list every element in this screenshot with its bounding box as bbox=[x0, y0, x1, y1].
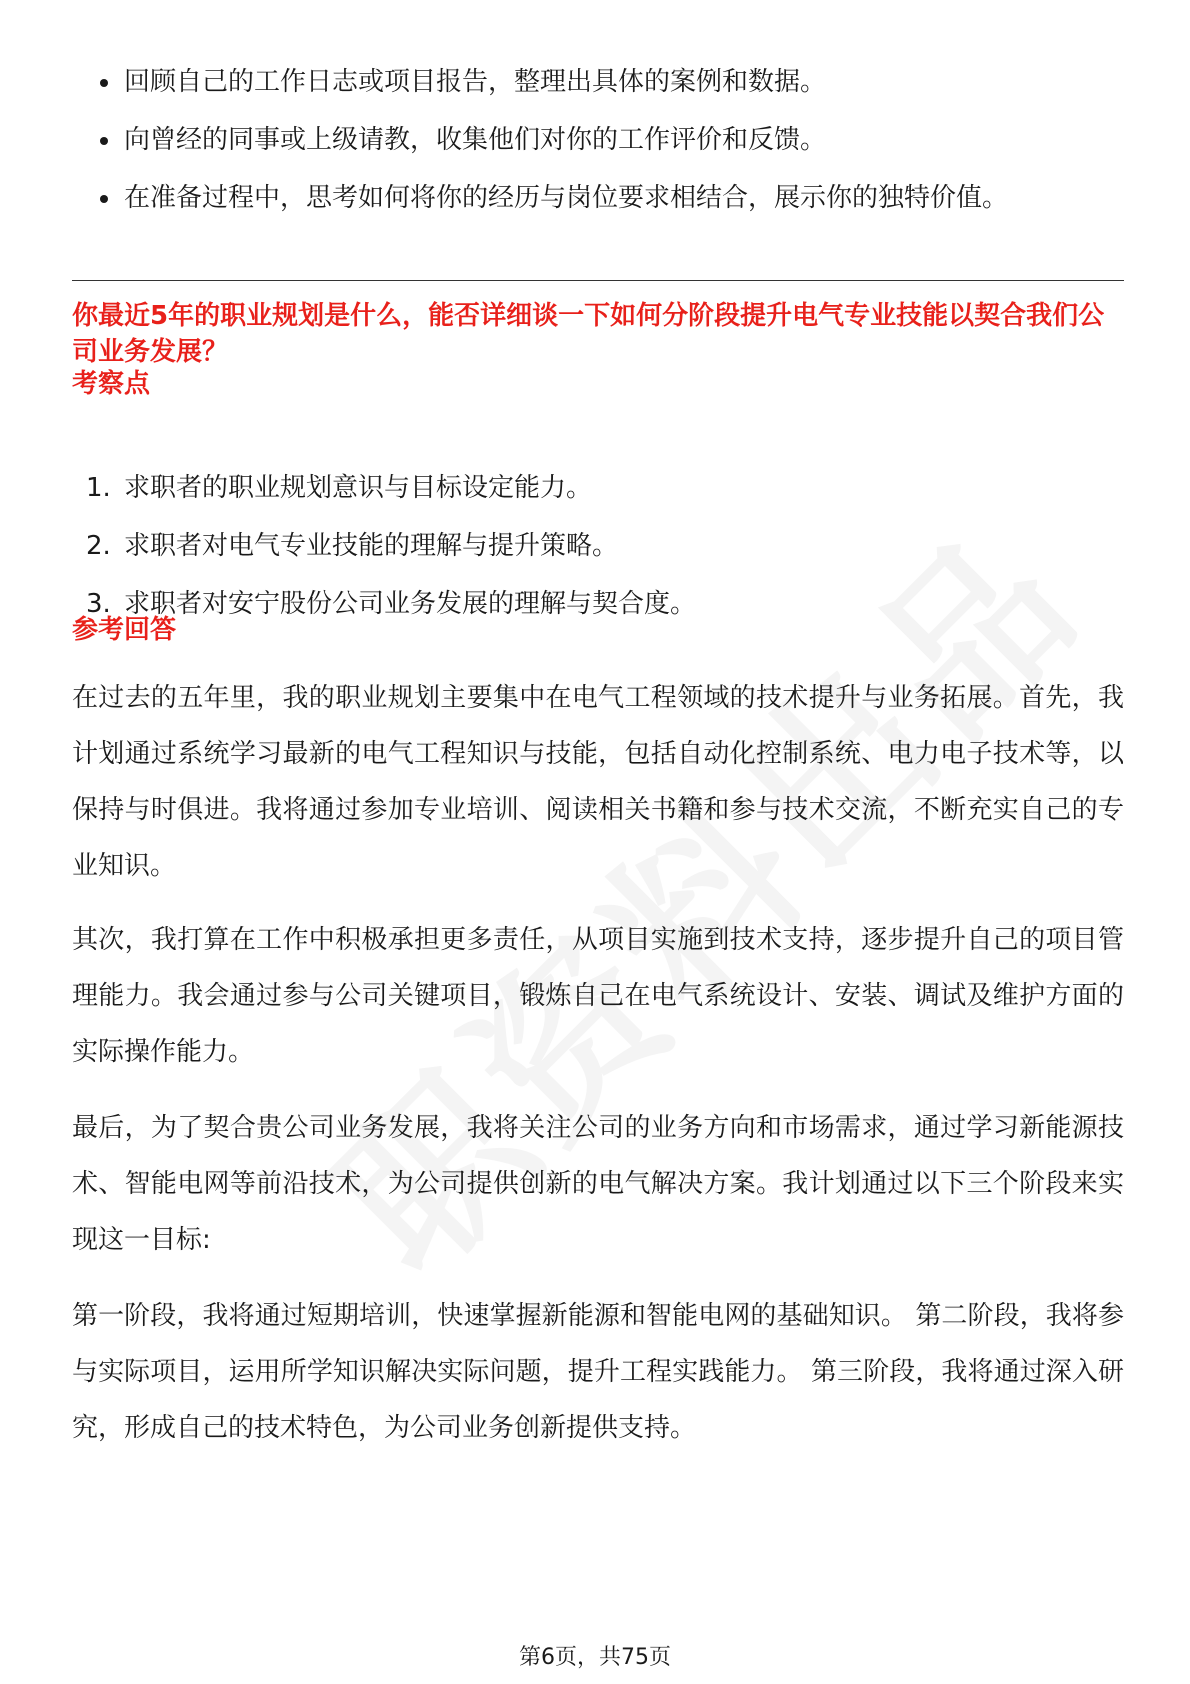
answer-paragraph: 在过去的五年里，我的职业规划主要集中在电气工程领域的技术提升与业务拓展。首先，我计划通过系统学习最新的电气工程知识与技能，包括自动化控制系统、电力电子技术等，以保持与时俱进。我将通过参加专业培训、阅读相关书籍和参与技术交流，不断充实自己的专业知识。 bbox=[72, 683, 1124, 881]
answer-paragraph: 第一阶段，我将通过短期培训，快速掌握新能源和智能电网的基础知识。 第二阶段，我将参与实际项目，运用所学知识解决实际问题，提升工程实践能力。 第三阶段，我将通过深入研究，形成自己的技术特色，为公司业务创新提供支持。 bbox=[72, 1301, 1124, 1443]
tips-list bbox=[72, 62, 1008, 236]
question-heading: 你最近5年的职业规划是什么，能否详细谈一下如何分阶段提升电气专业技能以契合我们公司业务发展？ bbox=[72, 301, 1105, 367]
item-number: 3. bbox=[86, 589, 111, 619]
answer-paragraph: 最后，为了契合贵公司业务发展，我将关注公司的业务方向和市场需求，通过学习新能源技术、智能电网等前沿技术，为公司提供创新的电气解决方案。我计划通过以下三个阶段来实现这一目标: bbox=[72, 1113, 1124, 1255]
section-divider bbox=[72, 280, 1124, 281]
list-item bbox=[72, 526, 696, 584]
item-number: 1. bbox=[86, 473, 111, 503]
list-item: 回顾自己的工作日志或项目报告，整理出具体的案例和数据。 bbox=[72, 62, 1008, 120]
item-text: 求职者对安宁股份公司业务发展的理解与契合度。 bbox=[124, 589, 697, 619]
list-item: 向曾经的同事或上级请教，收集他们对你的工作评价和反馈。 bbox=[72, 120, 1008, 178]
item-text: 求职者对电气专业技能的理解与提升策略。 bbox=[124, 531, 619, 561]
list-item: 在准备过程中，思考如何将你的经历与岗位要求相结合，展示你的独特价值。 bbox=[72, 178, 1008, 236]
answer-heading: 参考回答 bbox=[72, 615, 177, 645]
item-number: 2. bbox=[86, 531, 111, 561]
page-number: 第6页，共75页 bbox=[519, 1645, 671, 1670]
item-text: 求职者的职业规划意识与目标设定能力。 bbox=[124, 473, 593, 503]
list-item bbox=[72, 468, 696, 526]
answer-paragraph: 其次，我打算在工作中积极承担更多责任，从项目实施到技术支持，逐步提升自己的项目管理能力。我会通过参与公司关键项目，锻炼自己在电气系统设计、安装、调试及维护方面的实际操作能力。 bbox=[72, 925, 1124, 1067]
points-heading: 考察点 bbox=[72, 369, 151, 399]
